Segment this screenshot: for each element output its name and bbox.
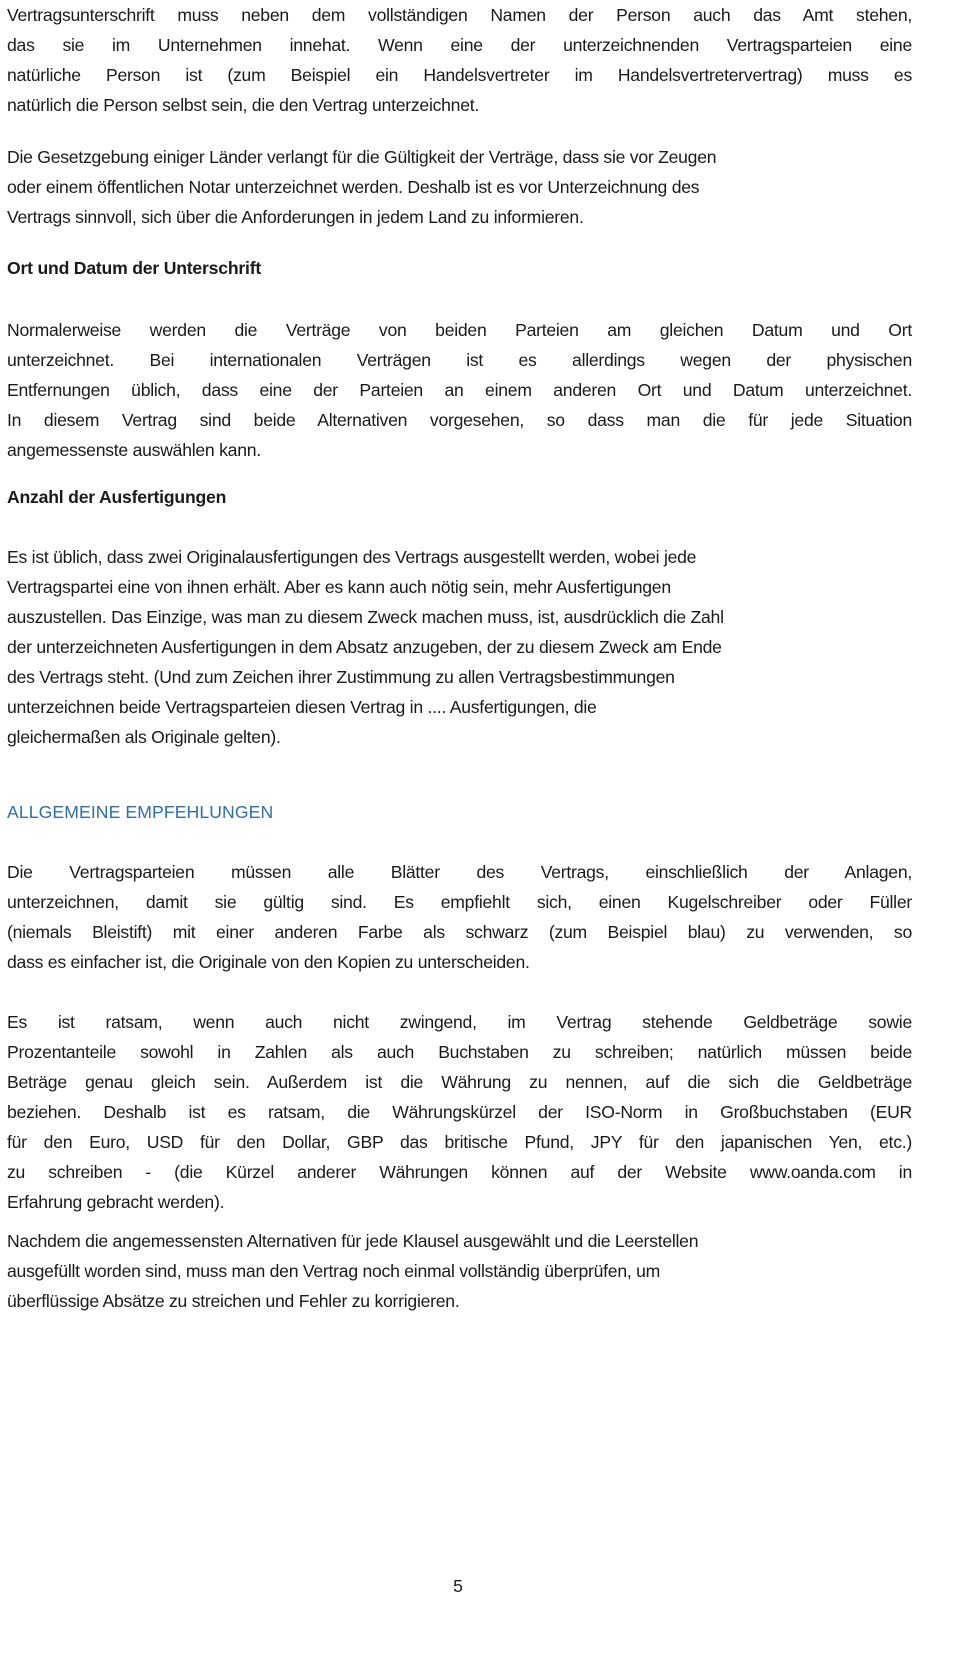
text-line: Normalerweise werden die Verträge von beiden Parteien am gleichen Datum und Ort bbox=[7, 320, 912, 340]
text-line: Die Gesetzgebung einiger Länder verlangt für die Gültigkeit der Verträge, dass sie vor Zeugen bbox=[7, 147, 717, 167]
paragraph-sign-all-pages bbox=[7, 857, 912, 977]
text-line: auszustellen. Das Einzige, was man zu diesem Zweck machen muss, ist, ausdrücklich die Zahl bbox=[7, 607, 724, 627]
text-line: oder einem öffentlichen Notar unterzeichnet werden. Deshalb ist es vor Unterzeichnung des bbox=[7, 177, 700, 197]
paragraph-copies bbox=[7, 542, 912, 752]
text-line: Beträge genau gleich sein. Außerdem ist die Währung zu nennen, auf die sich die Geldbeträge bbox=[7, 1072, 912, 1092]
paragraph-final-review bbox=[7, 1226, 912, 1316]
text-line: Vertragsunterschrift muss neben dem vollständigen Namen der Person auch das Amt stehen, bbox=[7, 5, 912, 25]
text-line: gleichermaßen als Originale gelten). bbox=[7, 727, 281, 747]
text-line: Prozentanteile sowohl in Zahlen als auch Buchstaben zu schreiben; natürlich müssen beide bbox=[7, 1042, 912, 1062]
text-line: angemessenste auswählen kann. bbox=[7, 440, 261, 460]
text-line: unterzeichnet. Bei internationalen Verträgen ist es allerdings wegen der physischen bbox=[7, 350, 912, 370]
text-line: beziehen. Deshalb ist es ratsam, die Währungskürzel der ISO-Norm in Großbuchstaben (EUR bbox=[7, 1102, 912, 1122]
text-line: In diesem Vertrag sind beide Alternativen vorgesehen, so dass man die für jede Situation bbox=[7, 410, 912, 430]
text-line: Es ist ratsam, wenn auch nicht zwingend, im Vertrag stehende Geldbeträge sowie bbox=[7, 1012, 912, 1032]
paragraph-amounts-currency bbox=[7, 1007, 912, 1217]
text-line: natürlich die Person selbst sein, die den Vertrag unterzeichnet. bbox=[7, 95, 480, 115]
paragraph-place-date bbox=[7, 315, 912, 465]
text-line: (niemals Bleistift) mit einer anderen Farbe als schwarz (zum Beispiel blau) zu verwenden, so bbox=[7, 922, 912, 942]
text-line: der unterzeichneten Ausfertigungen in dem Absatz anzugeben, der zu diesem Zweck am Ende bbox=[7, 637, 722, 657]
text-line: für den Euro, USD für den Dollar, GBP das britische Pfund, JPY für den japanischen Yen, etc.) bbox=[7, 1132, 912, 1152]
text-line: Erfahrung gebracht werden). bbox=[7, 1192, 225, 1212]
text-line: unterzeichnen, damit sie gültig sind. Es empfiehlt sich, einen Kugelschreiber oder Füller bbox=[7, 892, 912, 912]
text-line: unterzeichnen beide Vertragsparteien diesen Vertrag in .... Ausfertigungen, die bbox=[7, 697, 597, 717]
text-line: dass es einfacher ist, die Originale von den Kopien zu unterscheiden. bbox=[7, 952, 530, 972]
text-line: des Vertrags steht. (Und zum Zeichen ihrer Zustimmung zu allen Vertragsbestimmungen bbox=[7, 667, 675, 687]
page-number: 5 bbox=[453, 1576, 463, 1596]
paragraph-signature-title bbox=[7, 0, 912, 120]
text-line: natürliche Person ist (zum Beispiel ein Handelsvertreter im Handelsvertretervertrag) muss es bbox=[7, 65, 912, 85]
text-line: Entfernungen üblich, dass eine der Parteien an einem anderen Ort und Datum unterzeichnet. bbox=[7, 380, 912, 400]
text-line: Vertrags sinnvoll, sich über die Anforderungen in jedem Land zu informieren. bbox=[7, 207, 584, 227]
text-line: Die Vertragsparteien müssen alle Blätter des Vertrags, einschließlich der Anlagen, bbox=[7, 862, 912, 882]
text-line: das sie im Unternehmen innehat. Wenn eine der unterzeichnenden Vertragsparteien eine bbox=[7, 35, 912, 55]
text-line: Nachdem die angemessensten Alternativen für jede Klausel ausgewählt und die Leerstellen bbox=[7, 1231, 699, 1251]
heading-copies: Anzahl der Ausfertigungen bbox=[7, 487, 227, 507]
text-line: zu schreiben - (die Kürzel anderer Währungen können auf der Website www.oanda.com in bbox=[7, 1162, 912, 1182]
heading-place-date: Ort und Datum der Unterschrift bbox=[7, 258, 262, 278]
heading-general-recommendations: ALLGEMEINE EMPFEHLUNGEN bbox=[7, 802, 274, 822]
text-line: Es ist üblich, dass zwei Originalausfertigungen des Vertrags ausgestellt werden, wobei jede bbox=[7, 547, 697, 567]
text-line: überflüssige Absätze zu streichen und Fehler zu korrigieren. bbox=[7, 1291, 460, 1311]
paragraph-legislation bbox=[7, 142, 912, 232]
text-line: Vertragspartei eine von ihnen erhält. Aber es kann auch nötig sein, mehr Ausfertigungen bbox=[7, 577, 671, 597]
text-line: ausgefüllt worden sind, muss man den Vertrag noch einmal vollständig überprüfen, um bbox=[7, 1261, 661, 1281]
